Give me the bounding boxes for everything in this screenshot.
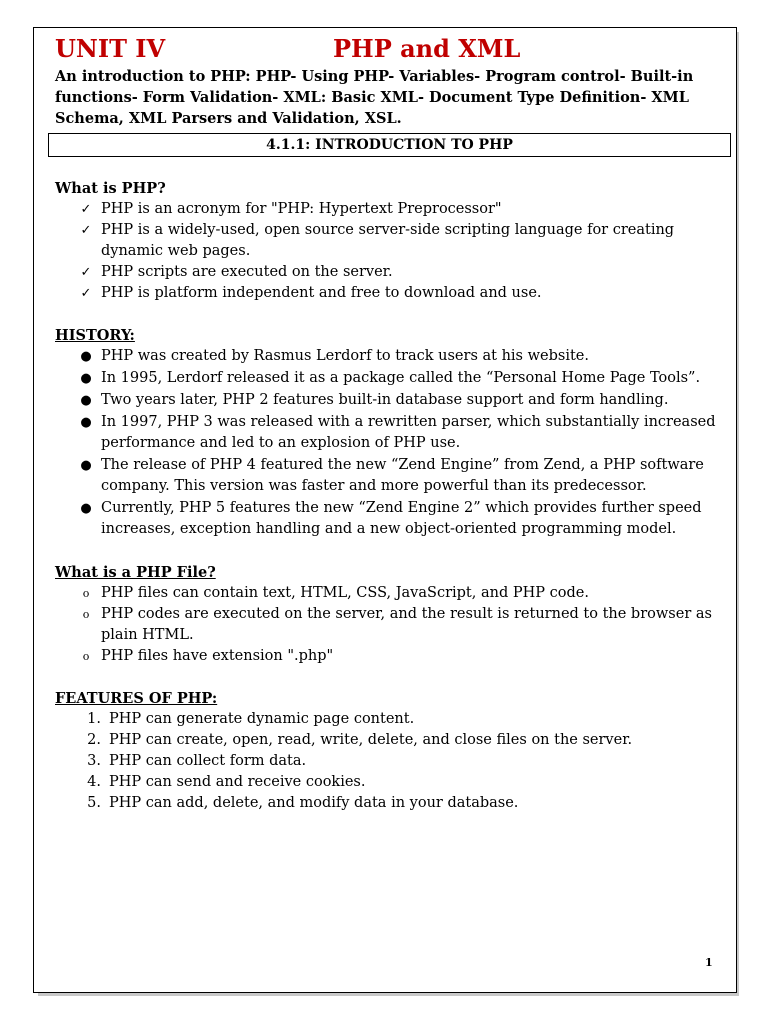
document-content (55, 34, 735, 814)
list-number: 2. (87, 732, 101, 748)
check-icon: ✓ (80, 223, 92, 238)
section-title-box: 4.1.1: INTRODUCTION TO PHP (48, 133, 731, 157)
what-is-php-heading: What is PHP? (55, 180, 166, 197)
list-item: o PHP files have extension ".php" (55, 646, 735, 667)
list-number: 5. (87, 795, 101, 811)
bullet-icon: ● (80, 349, 92, 364)
list-number: 3. (87, 753, 101, 769)
list-item: 1. PHP can generate dynamic page content. (55, 709, 735, 730)
history-heading: HISTORY: (55, 327, 135, 344)
unit-title: PHP and XML (333, 34, 521, 63)
bullet-icon: ● (80, 415, 92, 430)
php-file-list (55, 583, 735, 667)
list-item: ✓ PHP scripts are executed on the server. (55, 262, 735, 283)
unit-label: UNIT IV (55, 34, 166, 63)
php-file-heading: What is a PHP File? (55, 564, 216, 581)
list-item: ● PHP was created by Rasmus Lerdorf to track users at his website. (55, 346, 735, 367)
unit-header (55, 34, 735, 66)
list-item: ● Currently, PHP 5 features the new “Zend Engine 2” which provides further speed increases, exception handling and a new object-oriented programming model. (55, 498, 735, 540)
list-item: ● In 1997, PHP 3 was released with a rewritten parser, which substantially increased performance and led to an explosion of PHP use. (55, 412, 735, 454)
list-item: 3. PHP can collect form data. (55, 751, 735, 772)
bullet-icon: ● (80, 501, 92, 516)
page-number: 1 (705, 956, 713, 969)
features-list (55, 709, 735, 814)
list-item: ✓ PHP is platform independent and free to download and use. (55, 283, 735, 304)
list-item: 2. PHP can create, open, read, write, delete, and close files on the server. (55, 730, 735, 751)
list-item: 5. PHP can add, delete, and modify data in your database. (55, 793, 735, 814)
list-item: ● The release of PHP 4 featured the new “Zend Engine” from Zend, a PHP software company. This version was faster and more powerful than its predecessor. (55, 455, 735, 497)
features-heading: FEATURES OF PHP: (55, 690, 218, 707)
bullet-icon: ● (80, 371, 92, 386)
list-item: o PHP files can contain text, HTML, CSS, JavaScript, and PHP code. (55, 583, 735, 604)
history-list (55, 346, 735, 540)
list-item: 4. PHP can send and receive cookies. (55, 772, 735, 793)
list-item: o PHP codes are executed on the server, and the result is returned to the browser as plain HTML. (55, 604, 735, 646)
what-is-php-list (55, 199, 735, 304)
list-number: 1. (87, 711, 101, 727)
syllabus-text: An introduction to PHP: PHP- Using PHP- Variables- Program control- Built-in functions- Form Validation- XML: Basic XML- Document Type Definition- XML Schema, XML Parsers and Validation, XSL. (55, 68, 694, 127)
circle-bullet-icon: o (82, 608, 90, 621)
circle-bullet-icon: o (82, 587, 90, 600)
list-item: ● In 1995, Lerdorf released it as a package called the “Personal Home Page Tools”. (55, 368, 735, 389)
list-item: ● Two years later, PHP 2 features built-in database support and form handling. (55, 390, 735, 411)
list-item: ✓ PHP is a widely-used, open source server-side scripting language for creating dynamic web pages. (55, 220, 735, 262)
bullet-icon: ● (80, 393, 92, 408)
list-item: ✓ PHP is an acronym for "PHP: Hypertext Preprocessor" (55, 199, 735, 220)
check-icon: ✓ (80, 286, 92, 301)
check-icon: ✓ (80, 202, 92, 217)
circle-bullet-icon: o (82, 650, 90, 663)
bullet-icon: ● (80, 458, 92, 473)
check-icon: ✓ (80, 265, 92, 280)
page-shadow-bottom (38, 993, 739, 996)
list-number: 4. (87, 774, 101, 790)
